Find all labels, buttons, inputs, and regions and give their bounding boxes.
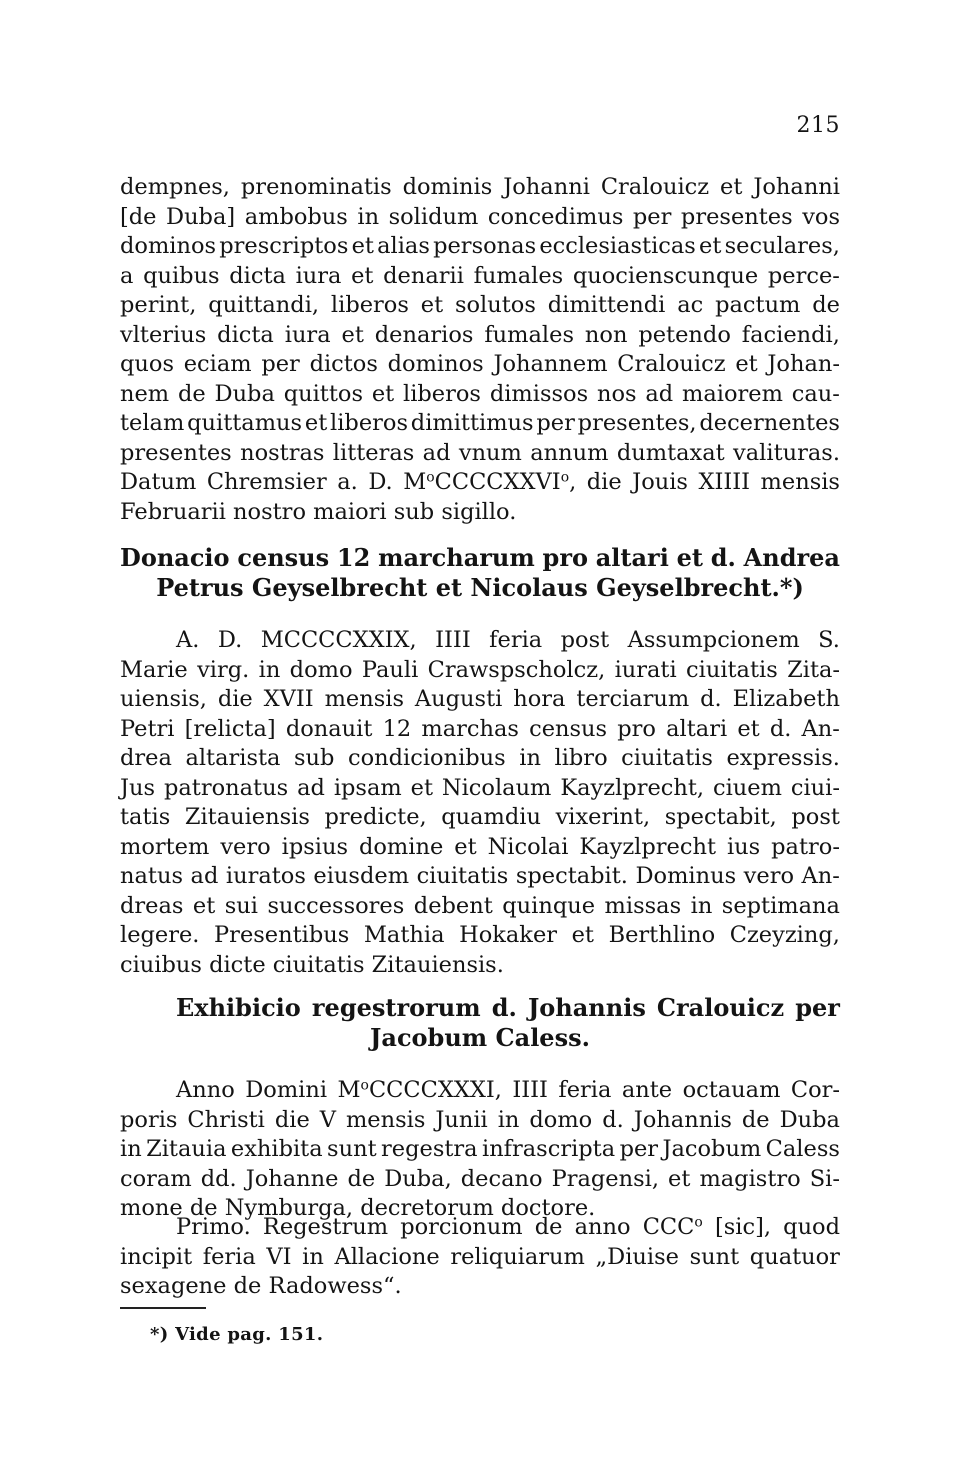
text-line: legere. Presentibus Mathia Hokaker et Berthlino Czeyzing, [120,922,840,948]
text-line: mone de Nymburga, decretorum doctore. [120,1195,596,1221]
paragraph-charter-conclusion [120,173,840,527]
text-line: poris Christi die V mensis Junii in domo d. Johannis de Duba [120,1106,840,1133]
paragraph-primo [120,1213,840,1302]
page-number: 215 [796,113,840,138]
text-line: quos eciam per dictos dominos Johannem Cralouicz et Johan- [120,351,840,377]
text-line: dempnes, prenominatis dominis Johanni Cralouicz et Johanni [120,174,840,200]
text-line: Petri [relicta] donauit 12 marchas census pro altari et d. An- [120,715,840,742]
paragraph-donacio [120,626,840,980]
text-line: mortem vero ipsius domine et Nicolai Kayzlprecht ius patro- [120,833,840,860]
text-line: incipit feria VI in Allacione reliquiarum „Diuise sunt quatuor [120,1243,840,1270]
footnote: *) Vide pag. 151. [150,1324,324,1345]
text-line: perint, quittandi, liberos et solutos dimittendi ac pactum de [120,292,840,318]
text-line: dreas et sui successores debent quinque missas in septimana [120,892,840,919]
text-line: telam quittamus et liberos dimittimus per presentes, decernentes [120,410,840,436]
text-line: coram dd. Johanne de Duba, decano Pragensi, et magistro Si- [120,1165,840,1192]
text-line: Primo. Regestrum porcionum de anno CCC$^o$ [sic], quod [176,1214,841,1240]
text-line: Datum Chremsier a. D. $M^oCCCCXXVI^o$, die Jouis XIIII mensis [120,469,840,495]
text-line: dominos prescriptos et alias personas ecclesiasticas et seculares, [120,233,840,259]
text-line: Marie virg. in domo Pauli Crawspscholcz, iurati ciuitatis Zita- [120,656,840,683]
text-line: nem de Duba quittos et liberos dimissos nos ad maiorem cau- [120,380,840,407]
text-line: Anno Domini $M^oCCCCXXXI$, IIII feria ante octauam Cor- [176,1077,840,1103]
text-line: Donacio census 12 marcharum pro altari et d. Andrea [120,543,840,572]
text-line: ciuibus dicte ciuitatis Zitauiensis. [120,951,504,978]
section-heading-exhibicio [120,993,840,1053]
text-line: uiensis, die XVII mensis Augusti hora terciarum d. Elizabeth [120,686,840,712]
text-line: tatis Zitauiensis predicte, quamdiu vixerint, spectabit, post [120,804,840,830]
text-line: A. D. MCCCCXXIX, IIII feria post Assumpcionem S. [176,627,840,653]
text-line: drea altarista sub condicionibus in libro ciuitatis expressis. [120,745,840,771]
section-heading-donacio [120,543,840,603]
text-line: a quibus dicta iura et denarii fumales quocienscunque perce- [120,262,840,289]
text-line: Jacobum Caless. [370,1023,590,1052]
text-line: Februarii nostro maiori sub sigillo. [120,498,517,525]
text-line: presentes nostras litteras ad vnum annum dumtaxat valituras. [120,439,840,466]
text-line: sexagene de Radowess“. [120,1273,402,1299]
text-line: natus ad iuratos eiusdem ciuitatis spectabit. Dominus vero An- [120,863,840,889]
text-line: Jus patronatus ad ipsam et Nicolaum Kayzlprecht, ciuem ciui- [120,774,840,801]
footnote-rule [120,1307,206,1309]
paragraph-exhibicio [120,1076,840,1224]
text-line: vlterius dicta iura et denarios fumales non petendo faciendi, [120,321,840,348]
text-line: Petrus Geyselbrecht et Nicolaus Geyselbrecht.*) [156,573,804,602]
text-line: Exhibicio regestrorum d. Johannis Cralouicz per [176,993,840,1022]
text-line: in Zitauia exhibita sunt regestra infrascripta per Jacobum Caless [120,1136,840,1162]
text-line: [de Duba] ambobus in solidum concedimus per presentes vos [120,203,840,230]
